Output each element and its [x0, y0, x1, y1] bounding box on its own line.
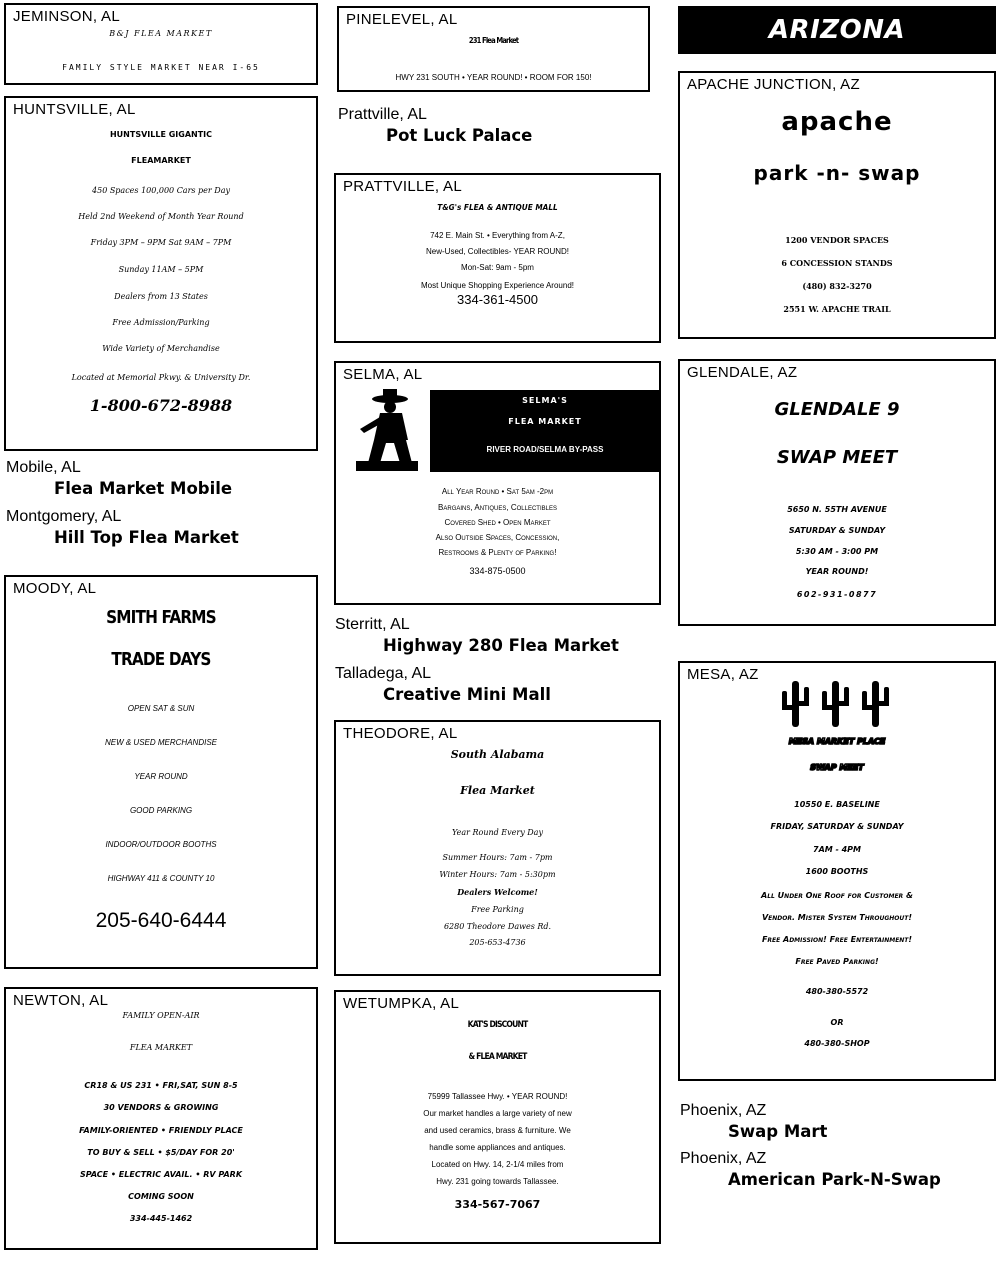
ad-title: T&G's FLEA & ANTIQUE MALL: [437, 203, 558, 212]
listing-city: Phoenix, AZ: [680, 1102, 767, 1119]
ad-line: 5650 N. 55TH AVENUE: [787, 505, 887, 514]
ad-phone: 334-567-7067: [454, 1198, 541, 1211]
ad-line: Wide Variety of Merchandise: [102, 344, 220, 353]
ad-location: WETUMPKA, AL: [343, 995, 460, 1012]
ad-subtitle: HWY 231 SOUTH • YEAR ROUND! • ROOM FOR 150!: [395, 73, 592, 82]
listing-name: Creative Mini Mall: [383, 685, 551, 704]
ad-location: PINELEVEL, AL: [346, 11, 458, 28]
listing-name: Swap Mart: [728, 1122, 828, 1141]
ad-line: CR18 & US 231 • FRI,SAT, SUN 8-5: [84, 1081, 238, 1090]
ad-line: and used ceramics, brass & furniture. We: [424, 1126, 571, 1135]
ad-line: COMING SOON: [128, 1192, 194, 1201]
ad-subtitle: RIVER ROAD/SELMA BY-PASS: [486, 445, 604, 454]
ad-line: 30 VENDORS & GROWING: [103, 1103, 219, 1112]
ad-line: TO BUY & SELL • $5/DAY FOR 20': [87, 1148, 235, 1157]
listing-prattville: [338, 106, 532, 145]
ad-line: 10550 E. BASELINE: [794, 800, 880, 809]
ad-line: 6280 Theodore Dawes Rd.: [443, 922, 552, 931]
ad-small-line: Free Admission! Free Entertainment!: [761, 935, 913, 944]
listing-city: Talladega, AL: [335, 665, 432, 682]
ad-location: PRATTVILLE, AL: [343, 178, 462, 195]
ad-line: Located at Memorial Pkwy. & University Dr.: [71, 373, 251, 382]
ad-line: Dealers Welcome!: [457, 887, 538, 897]
listing-city: Sterritt, AL: [335, 616, 410, 633]
ad-title: SELMA'S: [522, 396, 568, 405]
listing-name: American Park-N-Swap: [728, 1170, 941, 1189]
ad-title: MESA MARKET PLACE: [788, 737, 886, 746]
listing-mobile: [6, 459, 232, 498]
ad-phone: 1-800-672-8988: [89, 396, 233, 415]
ad-title: apache: [781, 107, 893, 137]
ad-line: Our market handles a large variety of new: [423, 1109, 572, 1118]
ad-small-line: Most Unique Shopping Experience Around!: [421, 281, 574, 290]
ad-line: 1200 VENDOR SPACES: [785, 235, 889, 245]
ad-huntsville: [4, 96, 318, 451]
listing-phoenix-swap-mart: [680, 1102, 827, 1141]
ad-line: Winter Hours: 7am - 5:30pm: [439, 870, 556, 879]
ad-line: NEW & USED MERCHANDISE: [104, 738, 217, 747]
ad-location: MESA, AZ: [687, 666, 759, 683]
ad-line: 75999 Tallassee Hwy. • YEAR ROUND!: [427, 1092, 568, 1101]
ad-apache-park-n-swap: [678, 71, 996, 339]
ad-title: B&J FLEA MARKET: [109, 29, 213, 38]
ad-title: FLEAMARKET: [131, 156, 191, 165]
ad-line: 7AM - 4PM: [813, 845, 861, 854]
ad-south-alabama-flea-market: [334, 720, 661, 976]
ad-line: Covered Shed • Open Market: [444, 518, 551, 527]
ad-line: Restrooms & Plenty of Parking!: [438, 548, 557, 557]
ad-line: handle some appliances and antiques.: [429, 1143, 566, 1152]
ad-location: MOODY, AL: [13, 580, 97, 597]
ad-line: GOOD PARKING: [129, 806, 193, 815]
ad-selma-flea-market: [334, 361, 661, 605]
ad-title: Flea Market: [460, 784, 535, 797]
ad-title: South Alabama: [450, 748, 545, 761]
ad-title: FAMILY OPEN-AIR: [122, 1011, 200, 1020]
ad-phone: 480-380-5572: [805, 987, 869, 996]
ad-title: SWAP MEET: [776, 447, 898, 468]
ad-line: INDOOR/OUTDOOR BOOTHS: [105, 840, 217, 849]
ad-line: FAMILY-ORIENTED • FRIENDLY PLACE: [79, 1126, 243, 1135]
ad-or-label: OR: [830, 1018, 844, 1027]
ad-title: & FLEA MARKET: [468, 1052, 527, 1062]
ad-title: park -n- swap: [753, 161, 921, 185]
ad-title: TRADE DAYS: [111, 649, 211, 670]
ad-location: NEWTON, AL: [13, 992, 109, 1009]
ad-mesa-market-place: [678, 661, 996, 1081]
ad-small-line: All Under One Roof for Customer &: [761, 891, 913, 900]
ad-kats-discount: [334, 990, 661, 1244]
selma-banner: [430, 390, 660, 472]
listing-city: Montgomery, AL: [6, 508, 122, 525]
ad-line: FRIDAY, SATURDAY & SUNDAY: [770, 822, 904, 831]
ad-location: SELMA, AL: [343, 366, 423, 383]
ad-line: SPACE • ELECTRIC AVAIL. • RV PARK: [79, 1170, 243, 1179]
ad-location: JEMINSON, AL: [13, 8, 120, 25]
ad-small-line: Free Paved Parking!: [795, 957, 879, 966]
ad-line: Held 2nd Weekend of Month Year Round: [78, 212, 244, 221]
arizona-section-header: ARIZONA: [678, 6, 996, 54]
ad-line: Friday 3PM – 9PM Sat 9AM – 7PM: [90, 238, 232, 247]
ad-location: HUNTSVILLE, AL: [13, 101, 136, 118]
listing-name: Flea Market Mobile: [54, 479, 233, 498]
ad-line: Bargains, Antiques, Collectibles: [438, 503, 557, 512]
ad-line: Hwy. 231 going towards Tallassee.: [436, 1177, 559, 1186]
ad-line: OPEN SAT & SUN: [127, 704, 195, 713]
ad-bj-flea-market: [4, 3, 318, 85]
ad-phone: 480-380-SHOP: [804, 1039, 870, 1048]
listing-phoenix-american-park-n-swap: [680, 1150, 941, 1189]
cowboy-illustration-icon: [350, 385, 422, 475]
ad-line: YEAR ROUND: [134, 772, 188, 781]
ad-line: Dealers from 13 States: [114, 292, 208, 301]
listing-name: Pot Luck Palace: [386, 126, 533, 145]
ad-line: Free Admission/Parking: [112, 318, 210, 327]
ad-phone: 205-653-4736: [469, 938, 526, 947]
ad-line: 5:30 AM - 3:00 PM: [795, 547, 879, 556]
ad-phone: 334-875-0500: [469, 566, 526, 576]
ad-line: SATURDAY & SUNDAY: [788, 526, 886, 535]
listing-sterritt: [335, 616, 619, 655]
listing-city: Prattville, AL: [338, 106, 427, 123]
ad-title: 231 Flea Market: [468, 36, 519, 45]
ad-title: FLEA MARKET: [508, 417, 582, 426]
ad-title: SWAP MEET: [810, 763, 864, 772]
ad-line: 1600 BOOTHS: [805, 867, 869, 876]
ad-location: APACHE JUNCTION, AZ: [687, 76, 860, 93]
listing-talladega: [335, 665, 551, 704]
ad-title: GLENDALE 9: [774, 399, 900, 420]
ad-line: 2551 W. APACHE TRAIL: [783, 304, 891, 314]
ad-location: GLENDALE, AZ: [687, 364, 798, 381]
ad-line: Sunday 11AM – 5PM: [118, 265, 204, 274]
listing-name: Hill Top Flea Market: [54, 528, 239, 547]
ad-line: Free Parking: [471, 905, 524, 914]
ad-line: Located on Hwy. 14, 2-1/4 miles from: [431, 1160, 564, 1169]
ad-title: FLEA MARKET: [129, 1043, 193, 1052]
ad-subtitle: FAMILY STYLE MARKET NEAR I-65: [62, 63, 260, 72]
ad-line: Mon-Sat: 9am - 5pm: [461, 263, 534, 272]
ad-line: Also Outside Spaces, Concession,: [435, 533, 560, 542]
ad-line: HIGHWAY 411 & COUNTY 10: [107, 874, 215, 883]
ad-line: (480) 832-3270: [802, 281, 872, 291]
ad-newton: [4, 987, 318, 1250]
ad-line: 6 CONCESSION STANDS: [781, 258, 893, 268]
ad-title: SMITH FARMS: [106, 607, 216, 628]
listing-city: Mobile, AL: [6, 459, 81, 476]
listing-city: Phoenix, AZ: [680, 1150, 767, 1167]
ad-line: YEAR ROUND!: [805, 567, 869, 576]
ad-phone: 334-361-4500: [457, 292, 538, 307]
ad-phone: 602-931-0877: [796, 590, 878, 599]
ad-title: HUNTSVILLE GIGANTIC: [109, 130, 213, 139]
ad-phone: 334-445-1462: [129, 1214, 193, 1223]
ad-line: Year Round Every Day: [452, 828, 543, 837]
cactus-icon: [778, 677, 894, 729]
listing-name: Highway 280 Flea Market: [383, 636, 619, 655]
ad-phone: 205-640-6444: [95, 909, 227, 932]
ad-line: New-Used, Collectibles- YEAR ROUND!: [426, 247, 569, 256]
ad-line: 742 E. Main St. • Everything from A-Z,: [430, 231, 565, 240]
ad-title: KAT'S DISCOUNT: [467, 1020, 528, 1030]
ad-location: THEODORE, AL: [343, 725, 458, 742]
ad-small-line: Vendor. Mister System Throughout!: [761, 913, 913, 922]
ad-231-flea-market: [337, 6, 650, 92]
ad-smith-farms: [4, 575, 318, 969]
ad-tg-flea-antique-mall: [334, 173, 661, 343]
ad-glendale-9-swap-meet: [678, 359, 996, 626]
ad-line: 450 Spaces 100,000 Cars per Day: [92, 186, 230, 195]
ad-line: Summer Hours: 7am - 7pm: [442, 853, 553, 862]
listing-montgomery: [6, 508, 239, 547]
ad-line: All Year Round • Sat 5am -2pm: [441, 487, 554, 496]
